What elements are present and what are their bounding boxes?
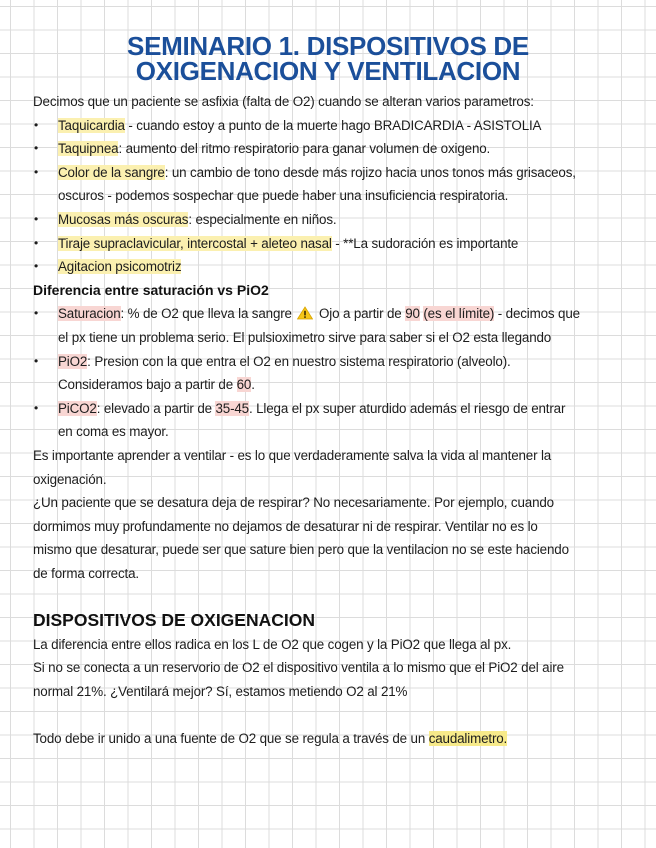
paragraph-desatura: ¿Un paciente que se desatura deja de respirar? No necesariamente. Por ejemplo, cuando: [33, 495, 554, 511]
item-text: : Presion con la que entra el O2 en nuestro sistema respiratorio (alveolo).: [87, 353, 511, 369]
intro-paragraph: Decimos que un paciente se asfixia (falta de O2) cuando se alteran varios parametros:: [33, 94, 534, 109]
term-highlight: PiO2: [58, 353, 88, 369]
paragraph-ventilar: oxigenación.: [33, 471, 107, 487]
limit-note: (es el límite): [423, 306, 495, 322]
item-text: : aumento del ritmo respiratorio para ganar volumen de oxigeno.: [118, 141, 491, 157]
item-text: : un cambio de tono desde más rojizo hacia unos tonos más grisaceos,: [164, 164, 576, 180]
section-heading-saturacion: Diferencia entre saturación vs PiO2: [33, 281, 269, 298]
bullet-dot: •: [34, 164, 39, 179]
spacer: [33, 703, 623, 727]
value-highlight: 60: [236, 377, 252, 393]
list-item-continuation: oscuros - podemos sospechar que puede haber una insuficiencia respiratoria.: [58, 188, 509, 204]
paragraph-desatura: de forma correcta.: [33, 565, 139, 581]
page-title: [33, 31, 623, 86]
warning-icon: [297, 306, 313, 320]
term-highlight: Agitacion psicomotriz: [58, 259, 182, 275]
paragraph-desatura: dormimos muy profundamente no dejamos de desaturar ni de respirar. Ventilar no es lo: [33, 518, 538, 534]
item-text: Consideramos bajo a partir de: [58, 377, 237, 393]
list-item-mucosas: [33, 208, 623, 232]
term-highlight: Taquipnea: [58, 141, 119, 157]
bullet-dot: •: [34, 211, 39, 226]
list-item-taquicardia: [33, 114, 623, 138]
paragraph-caudalimetro: [33, 727, 623, 751]
document-page: [33, 31, 623, 751]
section-heading-dispositivos: DISPOSITIVOS DE OXIGENACION: [33, 610, 315, 631]
list-item-continuation: en coma es mayor.: [58, 424, 169, 440]
list-item-pio2: [33, 350, 623, 374]
value-highlight: 35-45: [215, 400, 249, 416]
item-text: Ojo a partir de: [315, 306, 406, 322]
title-line-1: SEMINARIO 1. DISPOSITIVOS DE: [127, 31, 529, 61]
item-text: : elevado a partir de: [96, 400, 216, 416]
item-text: - **La sudoración es importante: [331, 235, 519, 251]
value-highlight: 90: [405, 306, 420, 322]
term-highlight: Color de la sangre: [58, 164, 165, 180]
list-item-tiraje: [33, 232, 623, 256]
paragraph-desatura: mismo que desaturar, puede ser que sature bien pero que la ventilacion no se este haciendo: [33, 542, 569, 558]
paragraph-dispositivos: La diferencia entre ellos radica en los L de O2 que cogen y la PiO2 que llega al px.: [33, 636, 512, 652]
list-item-color-sangre: [33, 161, 623, 185]
term-highlight: Saturacion: [58, 306, 121, 322]
list-item-saturacion: [33, 302, 623, 326]
bullet-dot: •: [34, 141, 39, 156]
bullet-dot: •: [34, 259, 39, 274]
paragraph-dispositivos: Si no se conecta a un reservorio de O2 el dispositivo ventila a lo mismo que el PiO2 del aire: [33, 660, 564, 676]
bullet-dot: •: [34, 353, 39, 368]
item-text: : especialmente en niños.: [188, 211, 337, 227]
item-text: .: [251, 377, 255, 393]
bullet-dot: •: [34, 400, 39, 415]
bullet-dot: •: [34, 306, 39, 321]
list-item-taquipnea: [33, 137, 623, 161]
term-highlight: Tiraje supraclavicular, intercostal + aleteo nasal: [58, 235, 332, 251]
term-highlight: caudalimetro.: [428, 731, 508, 747]
paragraph-ventilar: Es importante aprender a ventilar - es lo que verdaderamente salva la vida al mantener la: [33, 447, 552, 463]
list-item-agitacion: [33, 255, 623, 279]
list-item-continuation: el px tiene un problema serio. El pulsioximetro sirve para saber si el O2 esta llegando: [58, 329, 552, 345]
item-text: : % de O2 que lleva la sangre: [120, 306, 296, 322]
term-highlight: PiCO2: [58, 400, 97, 416]
item-text: - cuando estoy a punto de la muerte hago BRADICARDIA - ASISTOLIA: [124, 117, 542, 133]
item-text: . Llega el px super aturdido además el riesgo de entrar: [248, 400, 566, 416]
bullet-dot: •: [34, 117, 39, 132]
term-highlight: Mucosas más oscuras: [58, 211, 189, 227]
paragraph-dispositivos: normal 21%. ¿Ventilará mejor? Sí, estamos metiendo O2 al 21%: [33, 683, 408, 699]
bullet-dot: •: [34, 235, 39, 250]
list-item-continuation: [33, 373, 623, 397]
spacer: [33, 585, 623, 609]
term-highlight: Taquicardia: [58, 117, 125, 133]
item-text: Todo debe ir unido a una fuente de O2 que se regula a través de un: [33, 731, 429, 747]
list-item-pico2: [33, 397, 623, 421]
item-text: - decimos que: [494, 306, 580, 322]
title-line-2: OXIGENACION Y VENTILACION: [135, 56, 521, 86]
